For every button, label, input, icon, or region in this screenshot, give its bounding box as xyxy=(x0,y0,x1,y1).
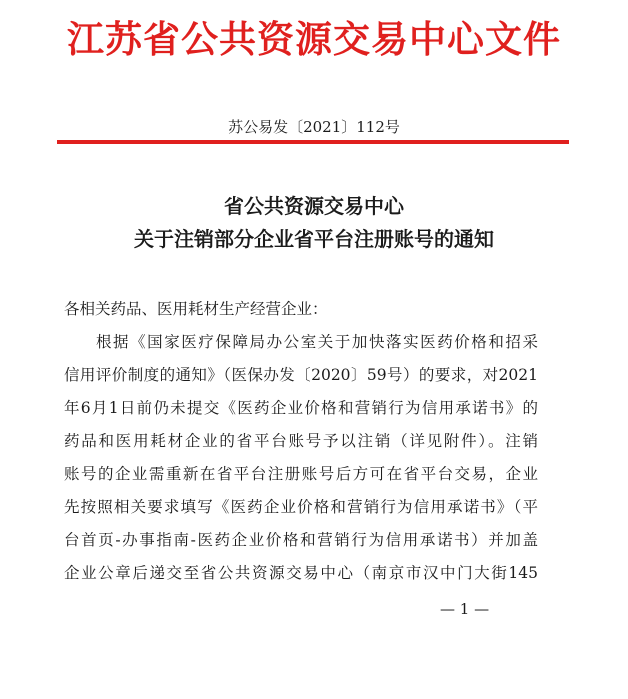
body-line-4: 药品和医用耗材企业的省平台账号予以注销（详见附件）。注销 xyxy=(64,432,538,450)
notice-title-line-1: 省公共资源交易中心 xyxy=(224,194,404,218)
issuer-header-title: 江苏省公共资源交易中心文件 xyxy=(67,18,561,61)
body-line-3: 年6月1日前仍未提交《医药企业价格和营销行为信用承诺书》的 xyxy=(64,399,538,417)
body-line-7: 台首页-办事指南-医药企业价格和营销行为信用承诺书）并加盖 xyxy=(64,531,538,549)
notice-title-line-2: 关于注销部分企业省平台注册账号的通知 xyxy=(134,227,494,251)
body-line-8: 企业公章后递交至省公共资源交易中心（南京市汉中门大街145 xyxy=(64,564,538,582)
page-number: — 1 — xyxy=(440,600,490,618)
document-number: 苏公易发〔2021〕112号 xyxy=(228,118,400,136)
salutation: 各相关药品、医用耗材生产经营企业： xyxy=(64,300,328,318)
body-line-1: 根据《国家医疗保障局办公室关于加快落实医药价格和招采 xyxy=(96,333,538,351)
body-line-5: 账号的企业需重新在省平台注册账号后方可在省平台交易，企业 xyxy=(64,465,538,483)
red-header-rule xyxy=(57,140,569,144)
body-line-6: 先按照相关要求填写《医药企业价格和营销行为信用承诺书》（平 xyxy=(64,498,538,516)
body-line-2: 信用评价制度的通知》（医保办发〔2020〕59号）的要求，对2021 xyxy=(64,366,538,384)
